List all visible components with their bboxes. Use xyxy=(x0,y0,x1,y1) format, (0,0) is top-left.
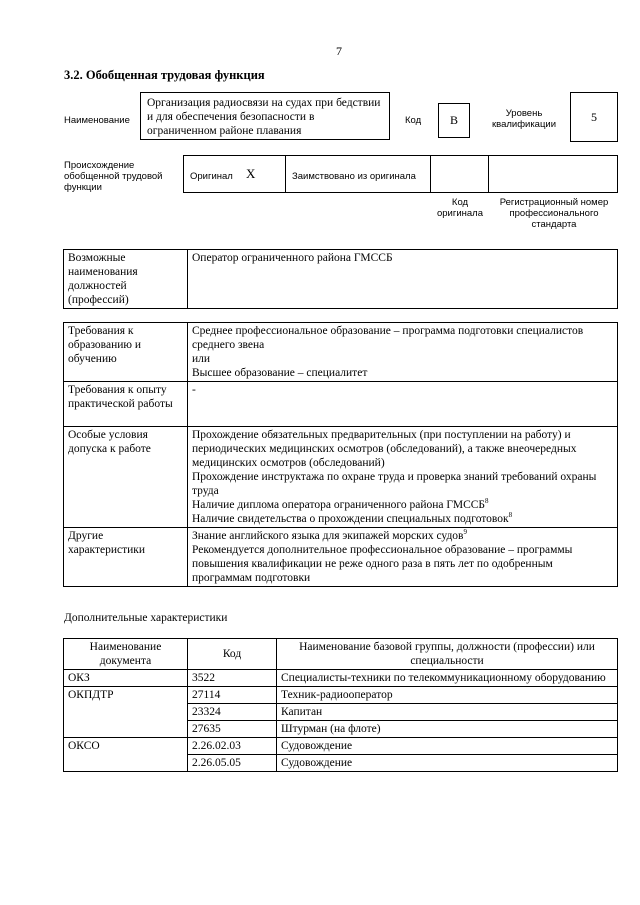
name-value-box xyxy=(140,92,390,140)
table-row xyxy=(64,738,618,755)
edu-line-3: Высшее образование – специалитет xyxy=(192,367,368,379)
table-row xyxy=(64,687,618,704)
origin-divider-2 xyxy=(430,155,431,193)
page-number: 7 xyxy=(336,44,342,58)
row-doc: ОКПДТР xyxy=(64,687,188,738)
edu-line-2: или xyxy=(192,353,211,365)
row-name: Специалисты-техники по телекоммуникационному оборудованию xyxy=(277,670,618,687)
special-line-2: Прохождение инструктажа по охране труда и проверка знаний требований охраны труда xyxy=(192,471,597,497)
name-label: Наименование xyxy=(64,115,130,126)
origin-label: Происхождение обобщенной трудовой функции xyxy=(64,160,163,193)
special-cell xyxy=(188,427,618,528)
code-label: Код xyxy=(405,115,422,126)
special-line-3 xyxy=(192,498,613,512)
reg-number-caption: Регистрационный номер профессионального стандарта xyxy=(499,197,609,230)
special-line-1: Прохождение обязательных предварительных (при поступлении на работу) и периодических медицинских осмотров (обследований), а также внеочередных медицинских осмотров (обследований) xyxy=(192,429,577,469)
footnote-ref: 8 xyxy=(508,511,513,520)
footnote-ref: 9 xyxy=(463,528,467,537)
row-name: Техник-радиооператор xyxy=(277,687,618,704)
exp-label: Требования к опыту практической работы xyxy=(64,382,188,427)
row-code: 2.26.05.05 xyxy=(188,755,277,772)
additional-table xyxy=(63,638,618,772)
code-value-box xyxy=(438,103,470,138)
original-mark: X xyxy=(246,166,256,181)
col-header-code: Код xyxy=(188,639,277,670)
section-title: 3.2. Обобщенная трудовая функция xyxy=(64,68,265,82)
row-doc: ОКСО xyxy=(64,738,188,772)
name-value: Организация радиосвязи на судах при бедствии и для обеспечения безопасности в ограниченном районе плавания xyxy=(147,97,381,137)
footnote-ref: 8 xyxy=(485,497,489,506)
other-label: Другие характеристики xyxy=(64,528,188,587)
level-value-box xyxy=(570,92,618,142)
edu-label: Требования к образованию и обучению xyxy=(64,323,188,382)
other-line-1-text: Знание английского языка для экипажей морских судов xyxy=(192,530,464,542)
special-line-3-text: Наличие диплома оператора ограниченного района ГМССБ xyxy=(192,499,486,511)
exp-value: - xyxy=(188,382,618,427)
additional-title: Дополнительные характеристики xyxy=(64,612,228,624)
row-name: Штурман (на флоте) xyxy=(277,721,618,738)
code-original-caption: Код оригинала xyxy=(436,197,483,219)
row-code: 27114 xyxy=(188,687,277,704)
row-doc: ОКЗ xyxy=(64,670,188,687)
special-line-4-text: Наличие свидетельства о прохождении специальных подготовок xyxy=(192,513,509,525)
row-name: Судовождение xyxy=(277,738,618,755)
row-code: 23324 xyxy=(188,704,277,721)
positions-label: Возможные наименования должностей (профессий) xyxy=(64,250,188,309)
special-line-4 xyxy=(192,512,613,526)
other-line-2: Рекомендуется дополнительное профессиональное образование – программы повышения квалификации не реже одного раза в пять лет по одобренным программам подготовки xyxy=(192,544,573,584)
row-code: 27635 xyxy=(188,721,277,738)
row-code: 3522 xyxy=(188,670,277,687)
row-code: 2.26.02.03 xyxy=(188,738,277,755)
edu-cell xyxy=(188,323,618,382)
code-value: B xyxy=(449,113,458,127)
borrowed-label: Заимствовано из оригинала xyxy=(292,171,416,182)
special-label: Особые условия допуска к работе xyxy=(64,427,188,528)
positions-table xyxy=(63,249,618,309)
row-name: Капитан xyxy=(277,704,618,721)
other-line-1 xyxy=(192,529,613,543)
level-label: Уровень квалификации xyxy=(491,108,557,130)
other-cell xyxy=(188,528,618,587)
level-value: 5 xyxy=(591,110,597,124)
table-row xyxy=(64,670,618,687)
positions-value: Оператор ограниченного района ГМССБ xyxy=(188,250,618,309)
original-label: Оригинал xyxy=(190,171,233,182)
origin-divider-1 xyxy=(285,155,286,193)
origin-divider-3 xyxy=(488,155,489,193)
edu-line-1: Среднее профессиональное образование – программа подготовки специалистов среднего звена xyxy=(192,325,584,351)
requirements-table xyxy=(63,322,618,587)
row-name: Судовождение xyxy=(277,755,618,772)
col-header-name: Наименование базовой группы, должности (профессии) или специальности xyxy=(277,639,618,670)
col-header-doc: Наименование документа xyxy=(64,639,188,670)
